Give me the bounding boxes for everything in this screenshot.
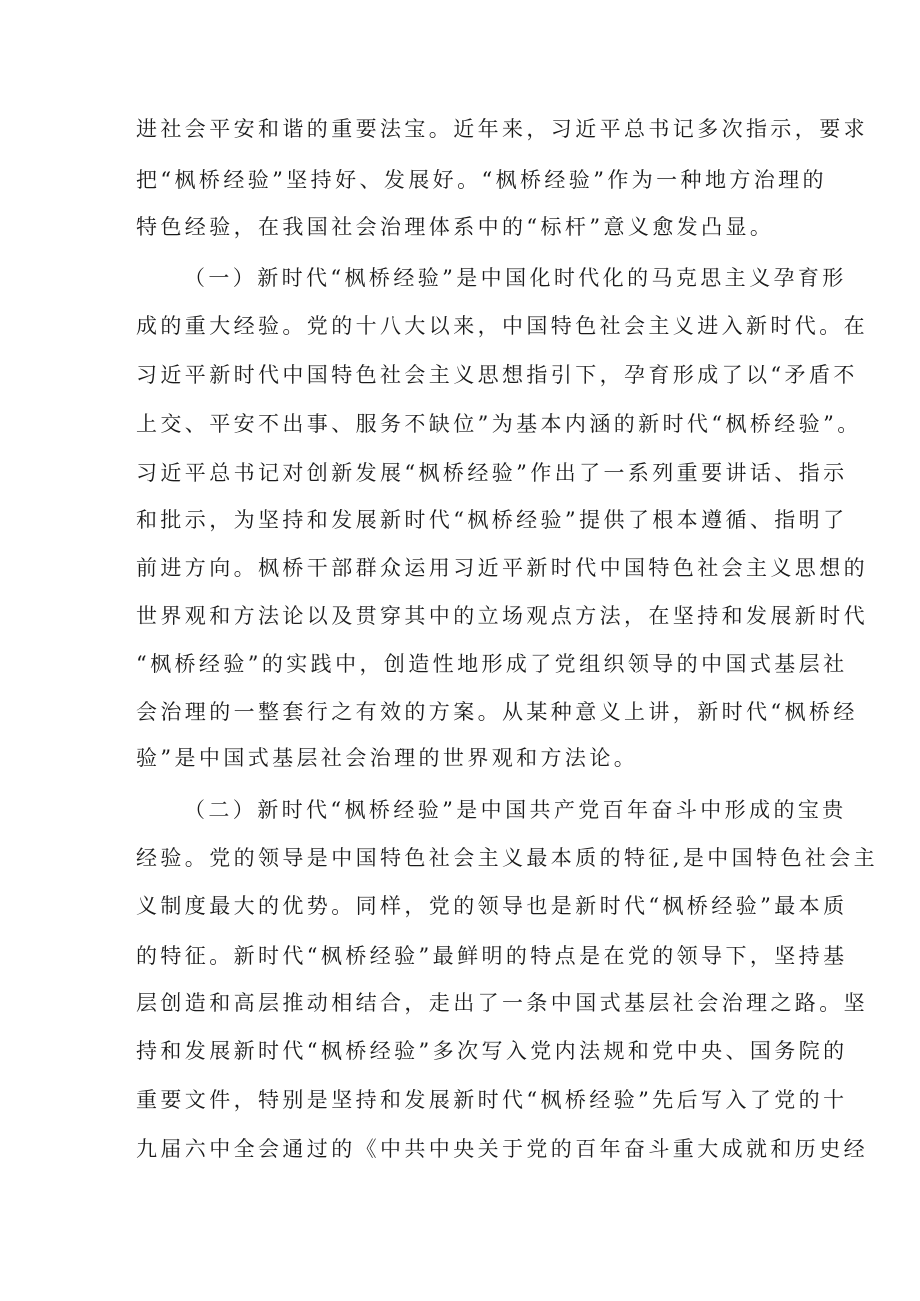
text-line: 前进方向。枫桥干部群众运用习近平新时代中国特色社会主义思想的 bbox=[136, 556, 868, 580]
text-line: 持和发展新时代“枫桥经验”多次写入党内法规和党中央、国务院的 bbox=[136, 1039, 848, 1063]
paragraph-heading-line: （二）新时代“枫桥经验”是中国共产党百年奋斗中形成的宝贵 bbox=[184, 798, 847, 822]
text-line: 层创造和高层推动相结合，走出了一条中国式基层社会治理之路。坚 bbox=[136, 991, 868, 1015]
text-line: 义制度最大的优势。同样，党的领导也是新时代“枫桥经验”最本质 bbox=[136, 894, 848, 918]
text-line: 把“枫桥经验”坚持好、发展好。“枫桥经验”作为一种地方治理的 bbox=[136, 168, 827, 192]
text-line: 验”是中国式基层社会治理的世界观和方法论。 bbox=[136, 746, 639, 770]
text-line: 和批示，为坚持和发展新时代“枫桥经验”提供了根本遵循、指明了 bbox=[136, 508, 848, 532]
text-line: 特色经验，在我国社会治理体系中的“标杆”意义愈发凸显。 bbox=[136, 215, 775, 239]
text-line: 世界观和方法论以及贯穿其中的立场观点方法，在坚持和发展新时代 bbox=[136, 604, 868, 628]
text-line: 的特征。新时代“枫桥经验”最鲜明的特点是在党的领导下，坚持基 bbox=[136, 944, 848, 968]
text-line: 进社会平安和谐的重要法宝。近年来，习近平总书记多次指示，要求 bbox=[136, 117, 868, 141]
text-line: 成的重大经验。党的十八大以来，中国特色社会主义进入新时代。在 bbox=[136, 314, 868, 338]
text-line: 习近平新时代中国特色社会主义思想指引下，孕育形成了以“矛盾不 bbox=[136, 363, 858, 387]
text-line: 重要文件，特别是坚持和发展新时代“枫桥经验”先后写入了党的十 bbox=[136, 1088, 848, 1112]
text-line: 上交、平安不出事、服务不缺位”为基本内涵的新时代“枫桥经验”。 bbox=[136, 412, 862, 436]
text-line: 习近平总书记对创新发展“枫桥经验”作出了一系列重要讲话、指示 bbox=[136, 461, 848, 485]
text-line: “枫桥经验”的实践中，创造性地形成了党组织领导的中国式基层社 bbox=[136, 652, 848, 676]
text-line: 会治理的一整套行之有效的方案。从某种意义上讲，新时代“枫桥经 bbox=[136, 700, 858, 724]
paragraph-heading-line: （一）新时代“枫桥经验”是中国化时代化的马克思主义孕育形 bbox=[184, 266, 847, 290]
text-line: 经验。党的领导是中国特色社会主义最本质的特征,是中国特色社会主 bbox=[136, 846, 879, 870]
text-line: 九届六中全会通过的《中共中央关于党的百年奋斗重大成就和历史经 bbox=[136, 1137, 868, 1161]
